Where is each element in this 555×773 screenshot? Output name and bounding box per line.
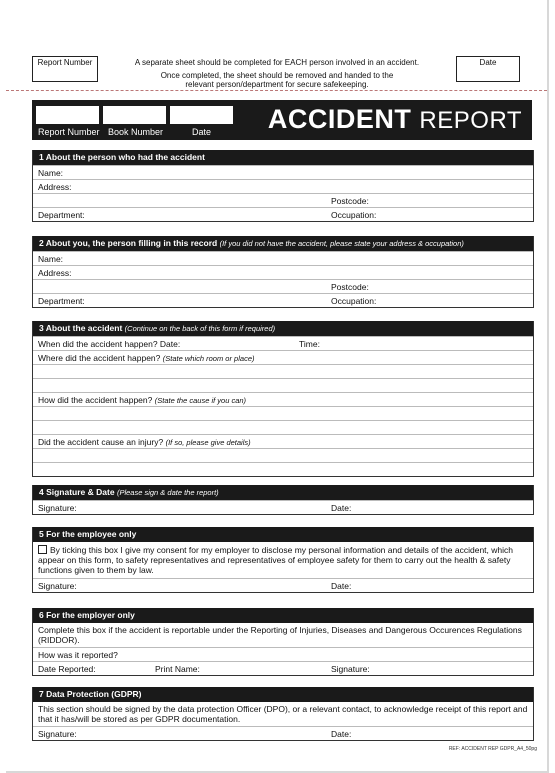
section-7 — [32, 687, 534, 741]
note-line-2: Once completed, the sheet should be removed and handed to the — [160, 71, 394, 80]
tear-line — [6, 90, 547, 91]
s2-postcode-label: Postcode: — [331, 282, 369, 292]
s3-when-row[interactable] — [33, 336, 533, 350]
s2-address-label: Address: — [38, 268, 72, 278]
s2-occupation-label: Occupation: — [331, 296, 377, 306]
s7-signature-row[interactable] — [33, 726, 533, 740]
s6-details-row[interactable] — [33, 661, 533, 675]
s3-where-row[interactable] — [33, 350, 533, 364]
s2-postcode-row[interactable] — [33, 279, 533, 293]
instruction-note — [118, 58, 436, 89]
s1-address-row[interactable] — [33, 179, 533, 193]
s7-text: This section should be signed by the data protection Officer (DPO), or a relevant contact, to acknowledge receipt of this report and that it has/will be stored as per GDPR documentation. — [38, 704, 528, 724]
s3-blank-row[interactable] — [33, 448, 533, 462]
s3-when-label: When did the accident happen? Date: — [38, 339, 181, 349]
section-4 — [32, 485, 534, 515]
s1-department-label: Department: — [38, 210, 85, 220]
s7-date-label: Date: — [331, 729, 352, 739]
s4-title: 4 Signature & Date — [39, 487, 115, 497]
report-number-caption: Report Number — [38, 127, 100, 137]
s3-how-row[interactable] — [33, 392, 533, 406]
title-banner — [32, 100, 532, 140]
s3-how-label: How did the accident happen? — [38, 395, 153, 405]
section-3-header — [33, 321, 533, 336]
s3-where-label: Where did the accident happen? — [38, 353, 161, 363]
s3-title: 3 About the accident — [39, 323, 123, 333]
s4-signature-row[interactable] — [33, 500, 533, 514]
section-1-header: 1 About the person who had the accident — [33, 150, 533, 165]
s3-blank-row[interactable] — [33, 378, 533, 392]
report-number-field[interactable] — [36, 106, 99, 124]
s6-signature-label: Signature: — [331, 664, 370, 674]
report-number-label: Report Number — [37, 58, 93, 67]
s6-how-row[interactable] — [33, 647, 533, 661]
s3-blank-row[interactable] — [33, 420, 533, 434]
s4-note: (Please sign & date the report) — [116, 488, 219, 497]
s2-title: 2 About you, the person filling in this record — [39, 238, 218, 248]
book-number-field[interactable] — [103, 106, 166, 124]
section-4-header — [33, 485, 533, 500]
s3-how-note: (State the cause if you can) — [154, 396, 247, 405]
s4-signature-label: Signature: — [38, 503, 77, 513]
s1-address-label: Address: — [38, 182, 72, 192]
s3-where-note: (State which room or place) — [162, 354, 255, 363]
s2-department-label: Department: — [38, 296, 85, 306]
s1-postcode-row[interactable] — [33, 193, 533, 207]
section-3 — [32, 321, 534, 477]
s6-how-label: How was it reported? — [38, 650, 118, 660]
consent-checkbox[interactable] — [38, 545, 47, 554]
s6-date-reported-label: Date Reported: — [38, 664, 96, 674]
s5-consent — [33, 542, 533, 578]
title-report: REPORT — [419, 107, 522, 134]
s1-name-row[interactable] — [33, 165, 533, 179]
date-caption: Date — [192, 127, 212, 137]
form-title — [268, 104, 522, 135]
s7-signature-label: Signature: — [38, 729, 77, 739]
report-number-box[interactable] — [32, 56, 98, 82]
s5-signature-row[interactable] — [33, 578, 533, 592]
title-accident: ACCIDENT — [267, 104, 412, 134]
note-line-1: A separate sheet should be completed for EACH person involved in an accident. — [134, 58, 420, 67]
section-7-header: 7 Data Protection (GDPR) — [33, 687, 533, 702]
s3-injury-label: Did the accident cause an injury? — [38, 437, 164, 447]
s6-print-name-label: Print Name: — [155, 664, 200, 674]
s6-text: Complete this box if the accident is reportable under the Reporting of Injuries, Diseases and Dangerous Occurences Regulations (RIDDOR). — [38, 625, 522, 645]
section-2-header — [33, 236, 533, 251]
s3-injury-note: (If so, please give details) — [165, 438, 251, 447]
section-6-header: 6 For the employer only — [33, 608, 533, 623]
s2-department-row[interactable] — [33, 293, 533, 307]
s5-signature-label: Signature: — [38, 581, 77, 591]
book-number-caption: Book Number — [108, 127, 164, 137]
date-label: Date — [479, 58, 497, 67]
s3-injury-row[interactable] — [33, 434, 533, 448]
s2-name-row[interactable] — [33, 251, 533, 265]
section-2 — [32, 236, 534, 308]
section-6 — [32, 608, 534, 676]
s3-blank-row[interactable] — [33, 406, 533, 420]
s1-occupation-label: Occupation: — [331, 210, 377, 220]
form-page — [6, 0, 549, 773]
section-5 — [32, 527, 534, 593]
s1-name-label: Name: — [38, 168, 64, 178]
reference-code: REF: ACCIDENT REP GDPR_A4_50pg — [448, 746, 537, 752]
s3-time-label: Time: — [299, 339, 320, 349]
s3-blank-row[interactable] — [33, 364, 533, 378]
s3-blank-row[interactable] — [33, 462, 533, 476]
top-strip — [6, 0, 547, 92]
s4-date-label: Date: — [331, 503, 352, 513]
s3-note: (Continue on the back of this form if required) — [124, 324, 276, 333]
s2-address-row[interactable] — [33, 265, 533, 279]
s2-name-label: Name: — [38, 254, 64, 264]
section-1 — [32, 150, 534, 222]
date-box[interactable] — [456, 56, 520, 82]
s2-note: (If you did not have the accident, please state your address & occupation) — [219, 239, 464, 248]
s1-department-row[interactable] — [33, 207, 533, 221]
banner-date-field[interactable] — [170, 106, 233, 124]
note-line-3: relevant person/department for secure safekeeping. — [185, 80, 369, 89]
section-5-header: 5 For the employee only — [33, 527, 533, 542]
s5-consent-text: By ticking this box I give my consent for my employer to disclose my personal information and details of the accident, which appear on this form, to safety representatives and representatives of employee safety for them to carry out the health & safety functions given to them by law. — [38, 545, 513, 575]
s5-date-label: Date: — [331, 581, 352, 591]
s1-postcode-label: Postcode: — [331, 196, 369, 206]
